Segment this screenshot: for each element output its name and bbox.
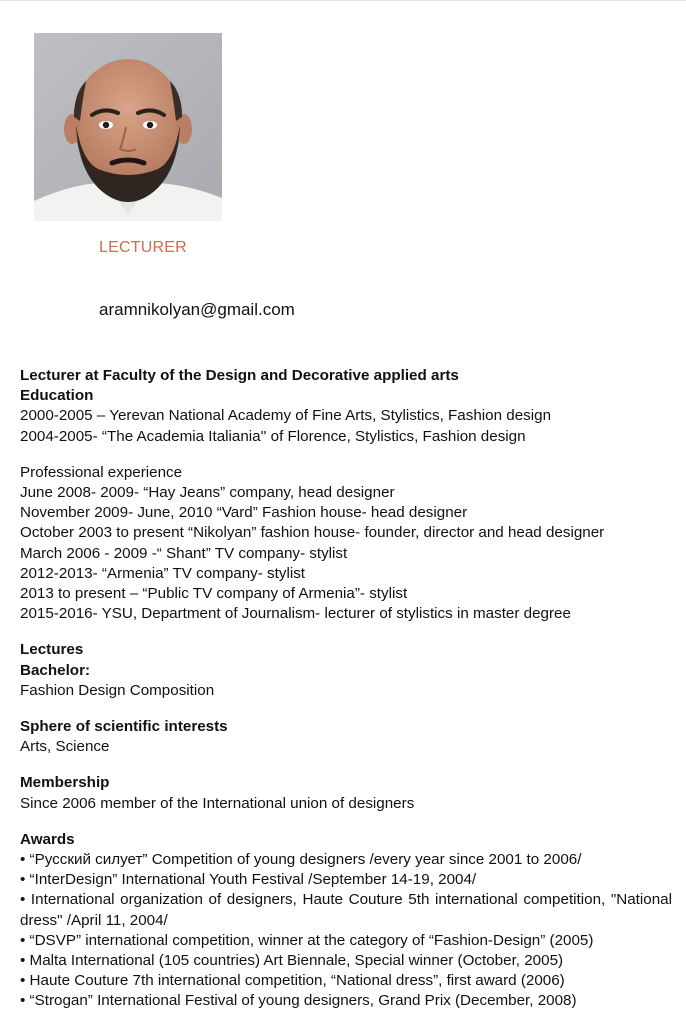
- role-label: LECTURER: [99, 239, 187, 256]
- spacer: [20, 814, 672, 830]
- experience-item: 2012-2013- “Armenia” TV company- stylist: [20, 564, 306, 582]
- experience-item: October 2003 to present “Nikolyan” fashion house- founder, director and head designer: [20, 524, 605, 542]
- lectures-subtitle: Bachelor:: [20, 661, 91, 679]
- spacer: [20, 701, 672, 717]
- award-item: • Haute Couture 7th international competition, “National dress”, first award (2006): [20, 972, 565, 990]
- profile-photo: [34, 33, 222, 221]
- awards-title: Awards: [20, 830, 75, 848]
- award-item: • “DSVP” international competition, winner at the category of “Fashion-Design” (2005): [20, 931, 594, 949]
- spacer: [20, 757, 672, 773]
- experience-title: Professional experience: [20, 463, 183, 481]
- portrait-illustration: [34, 33, 222, 221]
- experience-item: March 2006 - 2009 -“ Shant” TV company- stylist: [20, 544, 348, 562]
- experience-item: November 2009- June, 2010 “Vard” Fashion house- head designer: [20, 504, 468, 522]
- interests-title: Sphere of scientific interests: [20, 718, 228, 736]
- membership-text: Since 2006 member of the International union of designers: [20, 794, 415, 812]
- lectures-title: Lectures: [20, 641, 84, 659]
- lecture-item: Fashion Design Composition: [20, 681, 215, 699]
- education-item: 2000-2005 – Yerevan National Academy of Fine Arts, Stylistics, Fashion design: [20, 407, 552, 425]
- experience-item: 2015-2016- YSU, Department of Journalism- lecturer of stylistics in master degree: [20, 605, 571, 623]
- award-item: • International organization of designers, Haute Couture 5th international competition, "National dress" /April 11, 2004/: [20, 891, 672, 929]
- membership-title: Membership: [20, 774, 110, 792]
- email-address: aramnikolyan@gmail.com: [99, 300, 295, 319]
- award-item: • “Русский силует” Competition of young designers /every year since 2001 to 2006/: [20, 851, 582, 869]
- education-item: 2004-2005- “The Academia Italiania'' of Florence, Stylistics, Fashion design: [20, 427, 526, 445]
- education-title: Education: [20, 387, 94, 405]
- experience-item: 2013 to present – “Public TV company of Armenia”- stylist: [20, 585, 408, 603]
- experience-item: June 2008- 2009- “Hay Jeans” company, head designer: [20, 484, 395, 502]
- award-item: • “InterDesign” International Youth Festival /September 14-19, 2004/: [20, 871, 477, 889]
- spacer: [20, 447, 672, 463]
- cv-content: [20, 366, 672, 1012]
- top-divider: [0, 0, 686, 1]
- position-heading: Lecturer at Faculty of the Design and Decorative applied arts: [20, 367, 459, 384]
- award-item: • “Strogan” International Festival of young designers, Grand Prix (December, 2008): [20, 992, 577, 1010]
- spacer: [20, 624, 672, 640]
- interests-text: Arts, Science: [20, 738, 110, 756]
- award-item: • Malta International (105 countries) Art Biennale, Special winner (October, 2005): [20, 952, 564, 970]
